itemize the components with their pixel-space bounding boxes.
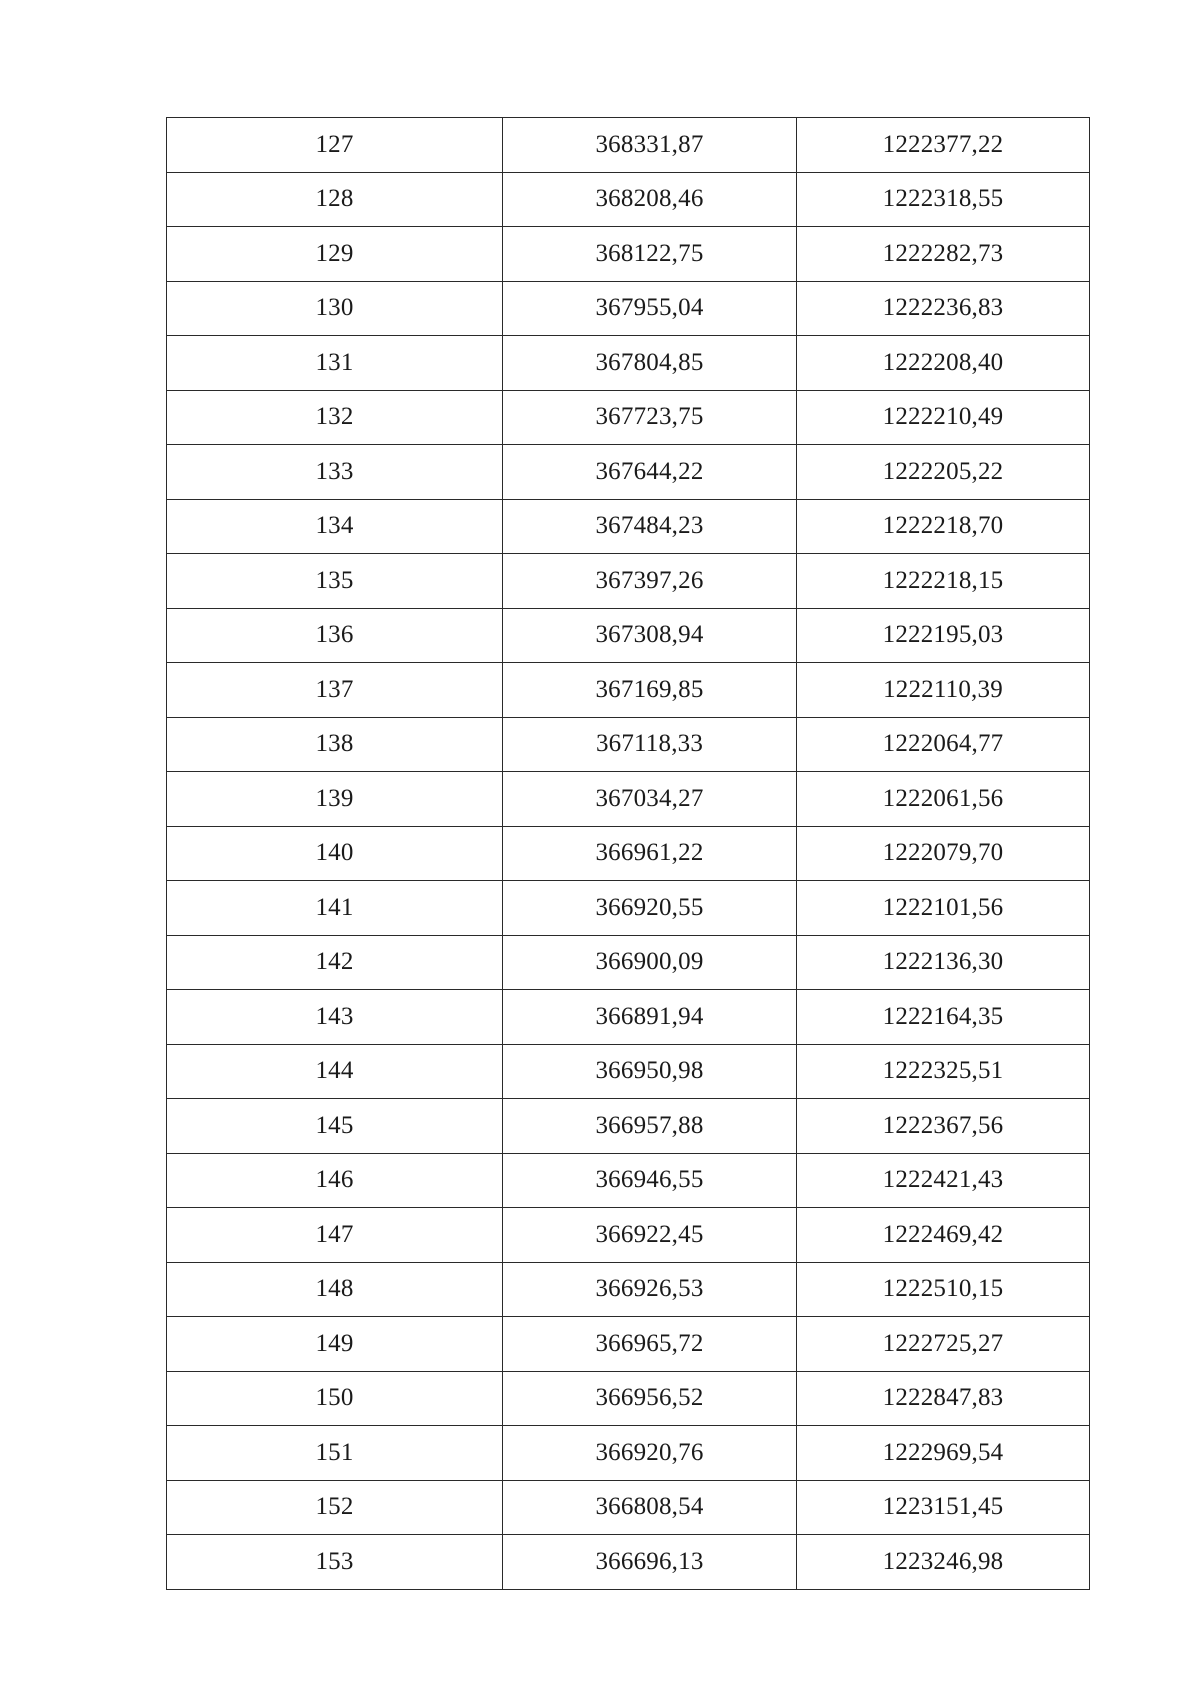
point-number-cell: 140 (167, 826, 503, 881)
x-coordinate-cell: 366891,94 (503, 990, 797, 1045)
table-row (167, 990, 1090, 1045)
x-coordinate-cell: 366922,45 (503, 1208, 797, 1263)
point-number-cell: 141 (167, 881, 503, 936)
table-row (167, 663, 1090, 718)
point-number-cell: 138 (167, 717, 503, 772)
y-coordinate-cell: 1222208,40 (797, 336, 1090, 391)
table-row (167, 1153, 1090, 1208)
x-coordinate-cell: 366696,13 (503, 1535, 797, 1590)
x-coordinate-cell: 366957,88 (503, 1099, 797, 1154)
x-coordinate-cell: 366961,22 (503, 826, 797, 881)
table-row (167, 881, 1090, 936)
table-row (167, 336, 1090, 391)
point-number-cell: 144 (167, 1044, 503, 1099)
y-coordinate-cell: 1222510,15 (797, 1262, 1090, 1317)
x-coordinate-cell: 366956,52 (503, 1371, 797, 1426)
y-coordinate-cell: 1222469,42 (797, 1208, 1090, 1263)
table-row (167, 1317, 1090, 1372)
table-row (167, 172, 1090, 227)
y-coordinate-cell: 1222318,55 (797, 172, 1090, 227)
point-number-cell: 142 (167, 935, 503, 990)
x-coordinate-cell: 366900,09 (503, 935, 797, 990)
point-number-cell: 132 (167, 390, 503, 445)
point-number-cell: 134 (167, 499, 503, 554)
y-coordinate-cell: 1222164,35 (797, 990, 1090, 1045)
y-coordinate-cell: 1222421,43 (797, 1153, 1090, 1208)
y-coordinate-cell: 1223246,98 (797, 1535, 1090, 1590)
table-row (167, 1480, 1090, 1535)
y-coordinate-cell: 1222725,27 (797, 1317, 1090, 1372)
y-coordinate-cell: 1222969,54 (797, 1426, 1090, 1481)
point-number-cell: 151 (167, 1426, 503, 1481)
y-coordinate-cell: 1222847,83 (797, 1371, 1090, 1426)
point-number-cell: 139 (167, 772, 503, 827)
table-row (167, 826, 1090, 881)
y-coordinate-cell: 1222218,15 (797, 554, 1090, 609)
table-row (167, 1262, 1090, 1317)
point-number-cell: 130 (167, 281, 503, 336)
point-number-cell: 143 (167, 990, 503, 1045)
y-coordinate-cell: 1222282,73 (797, 227, 1090, 282)
x-coordinate-cell: 367955,04 (503, 281, 797, 336)
x-coordinate-cell: 366808,54 (503, 1480, 797, 1535)
table-row (167, 1044, 1090, 1099)
y-coordinate-cell: 1222136,30 (797, 935, 1090, 990)
point-number-cell: 147 (167, 1208, 503, 1263)
table-row (167, 1371, 1090, 1426)
point-number-cell: 137 (167, 663, 503, 718)
y-coordinate-cell: 1222218,70 (797, 499, 1090, 554)
x-coordinate-cell: 366950,98 (503, 1044, 797, 1099)
x-coordinate-cell: 367118,33 (503, 717, 797, 772)
y-coordinate-cell: 1222205,22 (797, 445, 1090, 500)
x-coordinate-cell: 367308,94 (503, 608, 797, 663)
y-coordinate-cell: 1222377,22 (797, 118, 1090, 173)
table-row (167, 445, 1090, 500)
point-number-cell: 136 (167, 608, 503, 663)
table-row (167, 390, 1090, 445)
point-number-cell: 127 (167, 118, 503, 173)
point-number-cell: 128 (167, 172, 503, 227)
table-row (167, 772, 1090, 827)
table-row (167, 554, 1090, 609)
x-coordinate-cell: 366965,72 (503, 1317, 797, 1372)
point-number-cell: 133 (167, 445, 503, 500)
x-coordinate-cell: 368208,46 (503, 172, 797, 227)
point-number-cell: 153 (167, 1535, 503, 1590)
x-coordinate-cell: 366946,55 (503, 1153, 797, 1208)
y-coordinate-cell: 1222079,70 (797, 826, 1090, 881)
y-coordinate-cell: 1222325,51 (797, 1044, 1090, 1099)
x-coordinate-cell: 367484,23 (503, 499, 797, 554)
x-coordinate-cell: 367397,26 (503, 554, 797, 609)
x-coordinate-cell: 367034,27 (503, 772, 797, 827)
point-number-cell: 150 (167, 1371, 503, 1426)
y-coordinate-cell: 1222210,49 (797, 390, 1090, 445)
x-coordinate-cell: 367644,22 (503, 445, 797, 500)
x-coordinate-cell: 367804,85 (503, 336, 797, 391)
table-row (167, 281, 1090, 336)
point-number-cell: 135 (167, 554, 503, 609)
y-coordinate-cell: 1222110,39 (797, 663, 1090, 718)
point-number-cell: 129 (167, 227, 503, 282)
x-coordinate-cell: 367169,85 (503, 663, 797, 718)
point-number-cell: 148 (167, 1262, 503, 1317)
table-row (167, 608, 1090, 663)
table-row (167, 227, 1090, 282)
point-number-cell: 146 (167, 1153, 503, 1208)
table-row (167, 935, 1090, 990)
x-coordinate-cell: 368331,87 (503, 118, 797, 173)
point-number-cell: 131 (167, 336, 503, 391)
table-row (167, 1208, 1090, 1263)
y-coordinate-cell: 1222061,56 (797, 772, 1090, 827)
y-coordinate-cell: 1222367,56 (797, 1099, 1090, 1154)
table-row (167, 1099, 1090, 1154)
y-coordinate-cell: 1223151,45 (797, 1480, 1090, 1535)
x-coordinate-cell: 366920,55 (503, 881, 797, 936)
x-coordinate-cell: 367723,75 (503, 390, 797, 445)
x-coordinate-cell: 366920,76 (503, 1426, 797, 1481)
table-row (167, 118, 1090, 173)
x-coordinate-cell: 368122,75 (503, 227, 797, 282)
table-row (167, 717, 1090, 772)
table-row (167, 1535, 1090, 1590)
y-coordinate-cell: 1222064,77 (797, 717, 1090, 772)
x-coordinate-cell: 366926,53 (503, 1262, 797, 1317)
y-coordinate-cell: 1222236,83 (797, 281, 1090, 336)
table-row (167, 499, 1090, 554)
point-number-cell: 149 (167, 1317, 503, 1372)
y-coordinate-cell: 1222195,03 (797, 608, 1090, 663)
point-number-cell: 152 (167, 1480, 503, 1535)
y-coordinate-cell: 1222101,56 (797, 881, 1090, 936)
coordinates-table (166, 117, 1090, 1590)
point-number-cell: 145 (167, 1099, 503, 1154)
table-row (167, 1426, 1090, 1481)
